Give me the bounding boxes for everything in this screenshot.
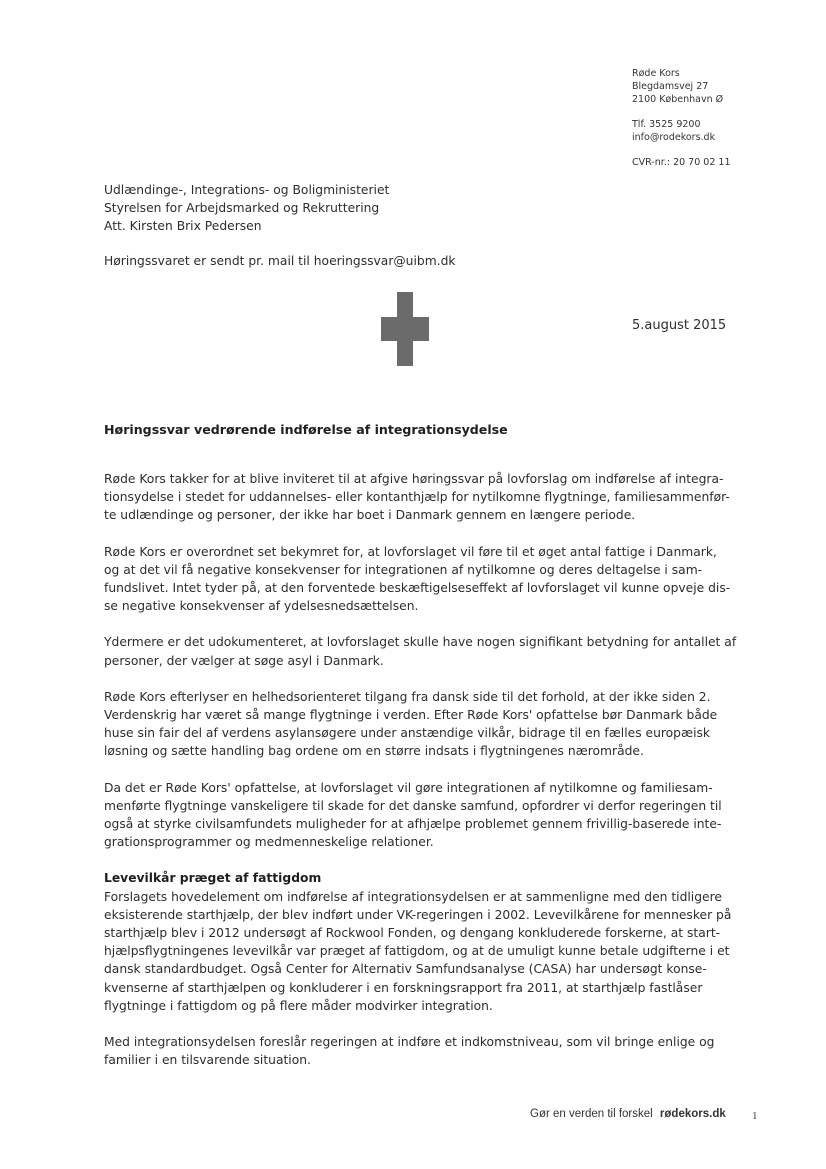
paragraph-line: grationsprogrammer og medmenneskelige relationer. — [104, 835, 434, 850]
paragraph-line: huse sin fair del af verdens asylansøgere under anstændige vilkår, bidrage til en fælles europæisk — [104, 726, 711, 741]
recipient-ministry: Udlændinge-, Integrations- og Boligministeriet — [104, 183, 390, 197]
letter-date: 5.august 2015 — [632, 318, 727, 333]
paragraph-line: Røde Kors efterlyser en helhedsorienteret tilgang fra dansk side til det forhold, at der ikke siden 2. — [104, 689, 711, 704]
mail-note: Høringssvaret er sendt pr. mail til hoeringssvar@uibm.dk — [104, 254, 456, 268]
paragraph-line: Forslagets hovedelement om indførelse af integrationsydelsen er at sammenligne med den tidligere — [104, 889, 722, 904]
paragraph-line: tionsydelse i stedet for uddannelses- eller kontanthjælp for nytilkomne flygtninge, familiesammenfør- — [104, 490, 730, 505]
sender-email: info@rodekors.dk — [632, 132, 716, 143]
paragraph-line: Røde Kors takker for at blive inviteret til at afgive høringssvar på lovforslag om indførelse af integra- — [104, 472, 724, 486]
recipient-attention: Att. Kirsten Brix Pedersen — [104, 219, 262, 233]
paragraph-line: løsning og sætte handling bag ordene om en større indsats i flygtningenes nærområde. — [104, 744, 644, 759]
recipient-agency: Styrelsen for Arbejdsmarked og Rekruttering — [104, 201, 380, 215]
sender-city: 2100 København Ø — [632, 94, 724, 105]
section-heading: Levevilkår præget af fattigdom — [104, 871, 322, 886]
paragraph-line: Verdenskrig har været så mange flygtninge i verden. Efter Røde Kors' opfattelse bør Danmark både — [104, 708, 718, 723]
paragraph-line: Ydermere er det udokumenteret, at lovforslaget skulle have nogen signifikant betydning for antallet af — [104, 635, 737, 650]
sender-org: Røde Kors — [632, 68, 680, 79]
paragraph-line: starthjælp blev i 2012 undersøgt af Rockwool Fonden, og dengang konkluderede forskerne, at start- — [104, 926, 721, 941]
body-paragraph — [104, 543, 734, 616]
section-paragraph — [104, 869, 734, 1015]
body-paragraph — [104, 470, 734, 525]
footer-brand-link[interactable]: rødekors.dk — [659, 1108, 726, 1120]
paragraph-line: Da det er Røde Kors' opfattelse, at lovforslaget vil gøre integrationen af nytilkomne og familiesam- — [104, 780, 713, 795]
sender-cvr: CVR-nr.: 20 70 02 11 — [632, 157, 731, 168]
sender-phone: Tlf. 3525 9200 — [632, 119, 701, 130]
footer-tagline — [530, 1108, 726, 1120]
paragraph-line: Med integrationsydelsen foreslår regeringen at indføre et indkomstniveau, som vil bringe enlige og — [104, 1035, 715, 1050]
paragraph-line: Røde Kors er overordnet set bekymret for, at lovforslaget vil føre til et øget antal fattige i Danmark, — [104, 544, 717, 559]
body-paragraph — [104, 633, 737, 669]
body-paragraph — [104, 688, 734, 761]
paragraph-line: menførte flygtninge vanskeligere til skade for det danske samfund, opfordrer vi derfor regeringen til — [104, 798, 722, 813]
sender-street: Blegdamsvej 27 — [632, 81, 709, 92]
red-cross-logo-icon — [381, 292, 429, 366]
page-number: 1 — [752, 1110, 758, 1122]
letter-subject: Høringssvar vedrørende indførelse af integrationsydelse — [104, 422, 508, 437]
body-paragraph — [104, 779, 734, 852]
paragraph-line: hjælpsflygtningenes levevilkår var præget af fattigdom, og at de umuligt kunne betale udgifterne i et — [104, 944, 730, 959]
paragraph-line: se negative konsekvenser af ydelsesnedsættelsen. — [104, 599, 419, 614]
letter-body — [104, 470, 737, 1087]
section-paragraph — [104, 1033, 734, 1069]
paragraph-line: og at det vil få negative konsekvenser for integrationen af nytilkomne og deres deltagelse i sam- — [104, 562, 703, 577]
paragraph-line: te udlændinge og personer, der ikke har boet i Danmark gennem en længere periode. — [104, 508, 636, 523]
recipient-address-block — [104, 181, 389, 235]
footer-slogan: Gør en verden til forskel — [530, 1108, 653, 1120]
paragraph-line: flygtninge i fattigdom og på flere måder modvirker integration. — [104, 998, 493, 1013]
paragraph-line: eksisterende starthjælp, der blev indført under VK-regeringen i 2002. Levevilkårene for mennesker på — [104, 907, 732, 922]
paragraph-line: familier i en tilsvarende situation. — [104, 1053, 311, 1068]
paragraph-line: kvenserne af starthjælpen og konkluderer i en forskningsrapport fra 2011, at starthjælp fastlåser — [104, 980, 703, 995]
sender-address-block — [632, 67, 730, 169]
paragraph-line: også at styrke civilsamfundets muligheder for at afhjælpe problemet gennem frivillig-baserede inte- — [104, 817, 722, 832]
paragraph-line: dansk standardbudget. Også Center for Alternativ Samfundsanalyse (CASA) har undersøgt konse- — [104, 962, 707, 977]
paragraph-line: personer, der vælger at søge asyl i Danmark. — [104, 653, 384, 668]
paragraph-line: fundslivet. Intet tyder på, at den forventede beskæftigelseseffekt af lovforslaget vil kunne opveje dis- — [104, 581, 731, 596]
